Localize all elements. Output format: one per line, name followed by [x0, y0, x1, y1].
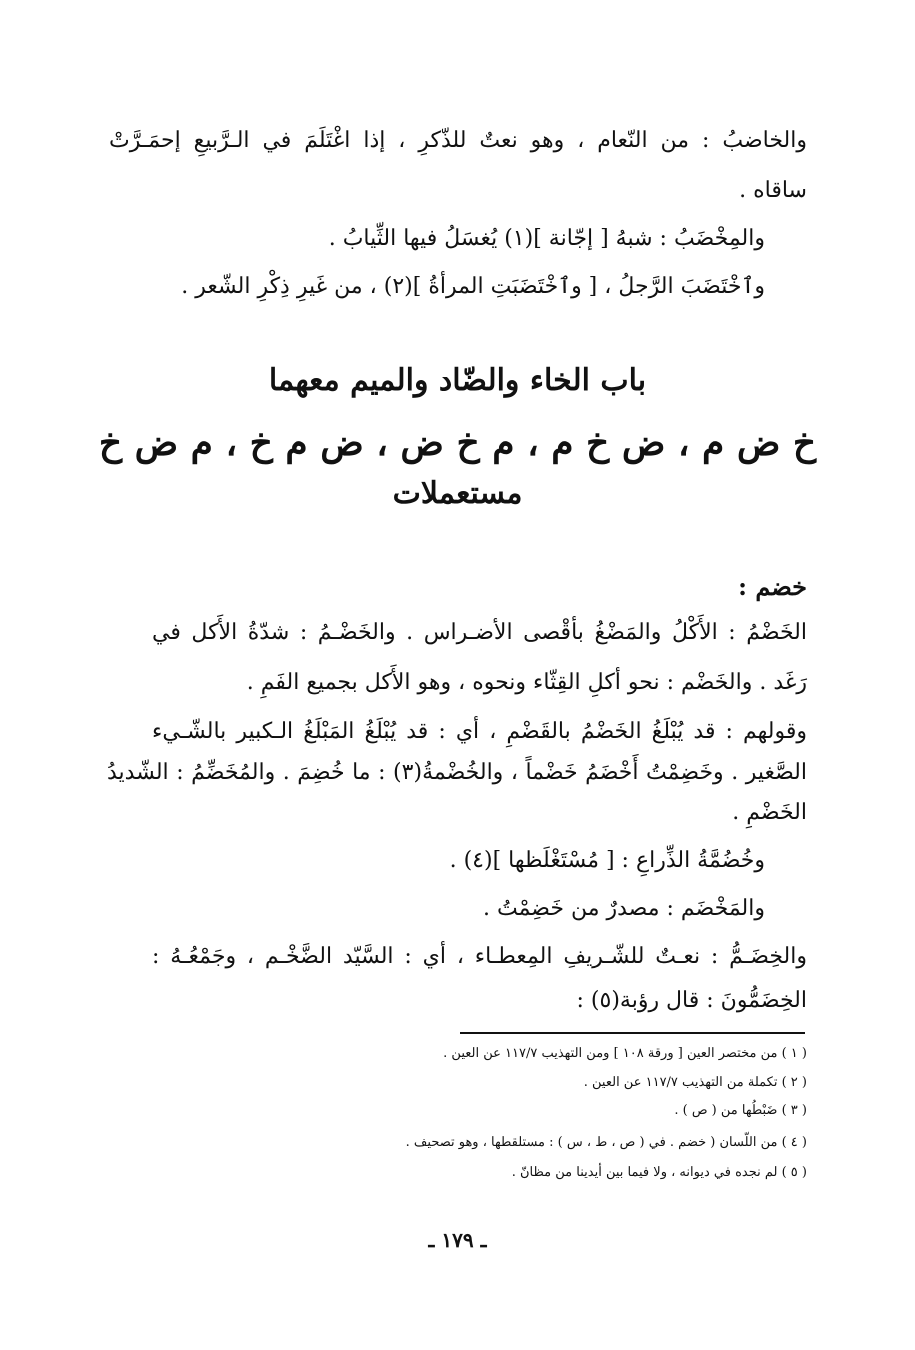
footnote-5: ( ٥ ) لم نجده في ديوانه ، ولا فيما بين أيدينا من مظانّ .	[511, 1165, 807, 1180]
entry-line-6: وخُضُمَّةُ الذِّراعِ : [ مُسْتَغْلَظها ](٤) .	[449, 848, 765, 873]
intro-line-1: والخاضبُ : من النّعام ، وهو نعتٌ للذّكرِ ، إذا اغْتَلَمَ في الـرَّبيعِ إحمَـرَّتْ	[109, 128, 807, 153]
footnote-2: ( ٢ ) تكملة من التهذيب ١١٧/٧ عن العين .	[583, 1075, 807, 1090]
chapter-status: مستعملات	[392, 476, 523, 511]
entry-line-5: الخَضْمِ .	[732, 800, 807, 825]
intro-line-2: ساقاه .	[739, 178, 807, 203]
entry-line-8: والخِضَـمُّ : نعـتٌ للشّـريفِ المِعطـاء ، أي : السَّيّد الضَّخْـم ، وجَمْعُـهُ :	[152, 944, 807, 969]
footnote-3: ( ٣ ) ضَبْطُها من ( ص ) .	[674, 1103, 807, 1118]
footnote-1: ( ١ ) من مختصر العين [ ورقة ١٠٨ ] ومن التهذيب ١١٧/٧ عن العين .	[443, 1046, 807, 1061]
entry-head-text: خضم :	[738, 572, 807, 601]
entry-line-2: رَغَد . والخَضْم : نحو أكلِ القِثّاء ونحوه ، وهو الأَكل بجميع الفَمِ .	[246, 670, 807, 695]
chapter-permutations: خ ض م ، ض خ م ، م خ ض ، ض م خ ، م ض خ	[98, 422, 817, 464]
entry-line-3: وقولهم : قد يُبْلَغُ الخَضْمُ بالقَضْمِ ، أي : قد يُبْلَغُ المَبْلَغُ الـكبير بالشّـيء	[152, 719, 807, 744]
entry-head	[738, 573, 807, 602]
entry-line-7: والمَخْضَم : مصدرٌ من خَضِمْتُ .	[482, 896, 765, 921]
intro-line-3: والمِخْضَبُ : شبهُ [ إجّانة ](١) يُغسَلُ فيها الثِّيابُ .	[328, 226, 765, 251]
entry-line-9: الخِضَمُّونَ : قال رؤبة(٥) :	[576, 988, 807, 1013]
footnote-separator	[460, 1032, 805, 1034]
chapter-title: باب الخاء والضّاد والميم معهما	[268, 363, 647, 398]
page-number: ـ ١٧٩ ـ	[428, 1228, 487, 1252]
entry-line-1: الخَضْمُ : الأَكْلُ والمَضْغُ بأقْصى الأضـراس . والخَضْـمُ : شدّةُ الأَكل في	[152, 620, 807, 645]
intro-line-4: وٱخْتَضَبَ الرَّجلُ ، [ وٱخْتَضَبَتِ المرأةُ ](٢) ، من غَيرِ ذِكْرِ الشّعر .	[181, 274, 765, 299]
entry-line-4: الصَّغير . وخَضِمْتُ أَخْضَمُ خَضْماً ، والخُضْمةُ(٣) : ما خُضِمَ . والمُخَضِّمُ : الشّديدُ	[107, 760, 808, 785]
footnote-4: ( ٤ ) من اللّسان ( خضم . في ( ص ، ط ، س ) : مستلقطها ، وهو تصحيف .	[405, 1135, 807, 1150]
